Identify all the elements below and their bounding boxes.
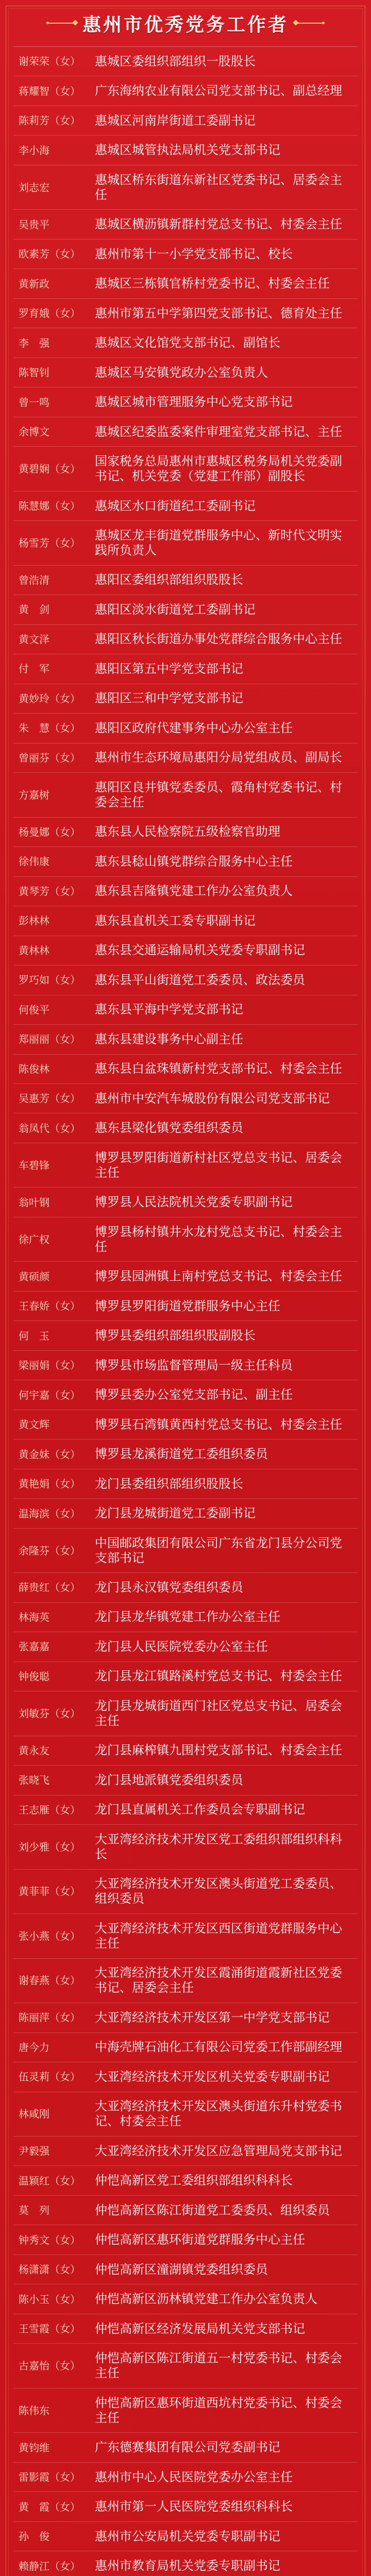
honoree-name: 黄 剑 xyxy=(19,603,49,616)
list-item xyxy=(13,269,358,298)
honoree-name: 刘志宏 xyxy=(19,181,49,194)
list-item xyxy=(13,2092,358,2137)
honoree-name: 黄碧娴（女） xyxy=(19,463,80,476)
list-item xyxy=(13,521,358,565)
list-item xyxy=(13,2255,358,2284)
honoree-name: 杨雪芳（女） xyxy=(19,537,80,549)
honoree-position: 博罗县人民法院机关党委专职副书记 xyxy=(95,1195,293,1210)
honoree-position: 惠州市教育局机关党委专职副书记 xyxy=(95,2558,280,2573)
list-item xyxy=(13,135,358,165)
list-item xyxy=(13,2196,358,2225)
honoree-name: 陈小玉（女） xyxy=(19,2293,80,2306)
honoree-position: 惠城区城市管理服务中心党支部书记 xyxy=(95,395,293,410)
honoree-name: 赖静江（女） xyxy=(19,2560,80,2572)
honoree-name: 吴惠芳（女） xyxy=(19,1092,80,1105)
honoree-name: 罗巧如（女） xyxy=(19,974,80,987)
list-item xyxy=(13,1632,358,1662)
poster-header xyxy=(13,0,358,46)
list-item xyxy=(13,965,358,995)
honoree-name: 吴贵平 xyxy=(19,218,49,231)
list-item xyxy=(13,2003,358,2032)
honoree-position: 仲恺高新区党工委组织部组织科科长 xyxy=(95,2173,293,2188)
list-item xyxy=(13,1351,358,1380)
list-item xyxy=(13,447,358,491)
list-item xyxy=(13,1959,358,2003)
list-item xyxy=(13,2314,358,2344)
honoree-name: 杨曼娜（女） xyxy=(19,825,80,838)
honoree-position: 惠阳区政府代建事务中心办公室主任 xyxy=(95,720,293,735)
list-item xyxy=(13,2284,358,2314)
honoree-name: 王雪霞（女） xyxy=(19,2323,80,2335)
list-item xyxy=(13,1262,358,1291)
honoree-name: 陈伟东 xyxy=(19,2404,49,2417)
honoree-name: 谢荣荣（女） xyxy=(19,55,80,68)
list-item xyxy=(13,906,358,936)
honoree-name: 车碧锋 xyxy=(19,1159,49,1172)
honoree-position: 大亚湾经济技术开发区党工委组织部组织科科长 xyxy=(95,1832,342,1861)
list-item xyxy=(13,210,358,239)
honoree-position: 惠州市生态环境局惠阳分局党组成员、副局长 xyxy=(95,750,342,765)
list-item xyxy=(13,1113,358,1143)
honoree-position: 龙门县龙华镇党建工作办公室主任 xyxy=(95,1609,280,1624)
honoree-position: 大亚湾经济技术开发区霞涌街道霞新社区党委书记、居委会主任 xyxy=(95,1965,342,1995)
honoree-position: 惠东县白盆珠镇新村党支部书记、村委会主任 xyxy=(95,1061,342,1076)
honoree-name: 古嘉怡（女） xyxy=(19,2360,80,2372)
honoree-position: 惠东县梁化镇党委组织委员 xyxy=(95,1121,243,1136)
honoree-position: 龙门县麻榨镇九围村党支部书记、村委会主任 xyxy=(95,1743,342,1758)
list-item xyxy=(13,1217,358,1262)
honoree-position: 惠东县人民检察院五级检察官助理 xyxy=(95,824,280,839)
honoree-position: 惠阳区第五中学党支部书记 xyxy=(95,661,243,676)
list-item xyxy=(13,1380,358,1410)
honoree-position: 惠东县平山街道党工委委员、政法委员 xyxy=(95,972,305,987)
honoree-name: 黄钧维 xyxy=(19,2441,49,2454)
honoree-position: 仲恺高新区陈江街道五一村党委书记、村委会主任 xyxy=(95,2351,342,2381)
honoree-position: 国家税务总局惠州市惠城区税务局机关党委副书记、机关党委（党建工作部）副股长 xyxy=(95,454,342,484)
list-item xyxy=(13,1573,358,1602)
honoree-name: 林海英 xyxy=(19,1611,49,1623)
honoree-position: 惠城区河南岸街道工委副书记 xyxy=(95,113,256,128)
honoree-position: 博罗县园洲镇上南村党总支书记、村委会主任 xyxy=(95,1269,342,1284)
list-item xyxy=(13,743,358,773)
honoree-name: 陈莉芳（女） xyxy=(19,114,80,127)
honoree-position: 惠阳区淡水街道党工委副书记 xyxy=(95,602,256,617)
honoree-position: 博罗县龙溪街道党工委组织委员 xyxy=(95,1447,268,1462)
honoree-name: 黄琴芳（女） xyxy=(19,885,80,897)
list-item xyxy=(13,358,358,387)
honoree-name: 余隆芬（女） xyxy=(19,1544,80,1557)
list-item xyxy=(13,2225,358,2255)
honoree-position: 大亚湾经济技术开发区澳头街道东升村党委书记、村委会主任 xyxy=(95,2099,342,2129)
list-item xyxy=(13,1603,358,1632)
honoree-name: 付 军 xyxy=(19,663,49,675)
list-item xyxy=(13,1292,358,1321)
list-item xyxy=(13,417,358,447)
honoree-position: 惠阳区秋长街道办事处党群综合服务中心主任 xyxy=(95,632,342,647)
honoree-name: 蒋耀智（女） xyxy=(19,84,80,97)
honoree-name: 徐广权 xyxy=(19,1233,49,1246)
list-item xyxy=(13,1084,358,1113)
list-item xyxy=(13,1321,358,1350)
honoree-name: 郑丽丽（女） xyxy=(19,1033,80,1046)
honoree-name: 陈智钊 xyxy=(19,366,49,379)
honoree-name: 方嘉树 xyxy=(19,788,49,801)
honoree-position: 广东海纳农业有限公司党支部书记、副总经理 xyxy=(95,83,342,98)
honoree-name: 朱 慧（女） xyxy=(19,722,80,735)
honoree-name: 刘少雅（女） xyxy=(19,1840,80,1853)
honoree-position: 仲恺高新区潼湖镇党委组织委员 xyxy=(95,2262,268,2277)
honoree-position: 惠东县交通运输局机关党委专职副书记 xyxy=(95,943,305,958)
honoree-name: 黄金妹（女） xyxy=(19,1448,80,1461)
list-item xyxy=(13,1469,358,1499)
list-item xyxy=(13,492,358,521)
right-ornament-icon xyxy=(296,23,324,24)
honoree-position: 博罗县委组织部组织股副股长 xyxy=(95,1328,256,1343)
honoree-position: 惠阳区委组织部组织股股长 xyxy=(95,572,243,587)
list-item xyxy=(13,847,358,876)
honoree-position: 惠城区三栋镇官桥村党委书记、村委会主任 xyxy=(95,276,330,291)
honoree-position: 龙门县龙城街道西门社区党总支书记、居委会主任 xyxy=(95,1698,342,1728)
honoree-name: 刘敏芬（女） xyxy=(19,1707,80,1720)
honoree-name: 张小燕（女） xyxy=(19,1929,80,1942)
honoree-name: 黄林林 xyxy=(19,944,49,957)
honoree-name: 何 玉 xyxy=(19,1329,49,1342)
honoree-position: 惠州市中安汽车城股份有限公司党支部书记 xyxy=(95,1091,330,1106)
honoree-position: 大亚湾经济技术开发区西区街道党群服务中心主任 xyxy=(95,1921,342,1951)
honoree-name: 陈丽萍（女） xyxy=(19,2011,80,2024)
list-item xyxy=(13,2433,358,2462)
list-item xyxy=(13,1025,358,1054)
honoree-name: 徐伟康 xyxy=(19,855,49,868)
honoree-position: 惠城区纪委监委案件审理室党支部书记、主任 xyxy=(95,424,342,439)
honoree-name: 温颖红（女） xyxy=(19,2174,80,2187)
left-ornament-icon xyxy=(47,23,75,24)
honoree-position: 惠阳区良井镇党委委员、霞角村党委书记、村委会主任 xyxy=(95,779,342,809)
honoree-position: 惠州市中心人民医院党委办公室主任 xyxy=(95,2469,293,2484)
list-item xyxy=(13,1529,358,1573)
honoree-position: 惠东县直机关工委专职副书记 xyxy=(95,913,256,928)
honoree-position: 惠城区龙丰街道党群服务中心、新时代文明实践所负责人 xyxy=(95,528,342,557)
honoree-position: 仲恺高新区惠环街道党群服务中心主任 xyxy=(95,2232,305,2247)
list-item xyxy=(13,684,358,714)
list-item xyxy=(13,995,358,1025)
honoree-position: 惠东县平海中学党支部书记 xyxy=(95,1002,243,1017)
honoree-name: 张晓飞 xyxy=(19,1774,49,1787)
list-item xyxy=(13,165,358,210)
honoree-name: 钟秀文（女） xyxy=(19,2233,80,2246)
honoree-position: 惠城区桥东街道东新社区党委书记、居委会主任 xyxy=(95,172,342,202)
honoree-position: 广东德赛集团有限公司党委副书记 xyxy=(95,2440,280,2455)
list-item xyxy=(13,1188,358,1217)
list-item xyxy=(13,76,358,106)
honoree-position: 博罗县杨村镇井水龙村党总支书记、村委会主任 xyxy=(95,1224,342,1254)
honoree-name: 张嘉嘉 xyxy=(19,1640,49,1653)
honoree-position: 龙门县龙江镇路溪村党总支书记、村委会主任 xyxy=(95,1669,342,1684)
page-title: 惠州市优秀党务工作者 xyxy=(82,14,289,36)
honoree-name: 黄艳娟（女） xyxy=(19,1478,80,1490)
list-item xyxy=(13,2522,358,2551)
list-item xyxy=(13,1143,358,1188)
honoree-position: 惠东县吉隆镇党建工作办公室负责人 xyxy=(95,884,293,899)
honoree-position: 博罗县石湾镇黄西村党总支书记、村委会主任 xyxy=(95,1417,342,1432)
honoree-position: 仲恺高新区沥林镇党建工作办公室负责人 xyxy=(95,2292,317,2307)
honoree-name: 唐今力 xyxy=(19,2041,49,2054)
honoree-name: 曾丽芬（女） xyxy=(19,751,80,764)
honoree-position: 惠州市公安局机关党委专职副书记 xyxy=(95,2529,280,2544)
honoree-position: 惠城区横沥镇新群村党总支书记、村委会主任 xyxy=(95,217,342,232)
list-item xyxy=(13,1766,358,1795)
list-item xyxy=(13,2166,358,2195)
honoree-position: 仲恺高新区陈江街道党工委委员、组织委员 xyxy=(95,2202,330,2217)
honoree-name: 陈慧娜（女） xyxy=(19,500,80,513)
honoree-position: 龙门县人民医院党委办公室主任 xyxy=(95,1639,268,1654)
list-item xyxy=(13,1662,358,1691)
honoree-position: 龙门县龙城街道党工委副书记 xyxy=(95,1506,256,1521)
honoree-position: 大亚湾经济技术开发区澳头街道党工委委员、组织委员 xyxy=(95,1876,342,1906)
list-item xyxy=(13,1736,358,1766)
list-item xyxy=(13,877,358,906)
list-item xyxy=(13,1870,358,1914)
honoree-position: 仲恺高新区经济发展局机关党支部书记 xyxy=(95,2321,305,2336)
honoree-name: 彭林林 xyxy=(19,914,49,927)
honoree-position: 中国邮政集团有限公司广东省龙门县分公司党支部书记 xyxy=(95,1535,342,1565)
honoree-name: 陈俊林 xyxy=(19,1062,49,1075)
honoree-name: 黄妙玲（女） xyxy=(19,692,80,705)
honoree-name: 谢春燕（女） xyxy=(19,1974,80,1987)
honoree-name: 黄文辉 xyxy=(19,1418,49,1431)
honoree-name: 罗育娥（女） xyxy=(19,307,80,320)
honoree-name: 杨潇潇（女） xyxy=(19,2263,80,2276)
list-item xyxy=(13,2388,358,2433)
honoree-position: 博罗县罗阳街道党群服务中心主任 xyxy=(95,1298,280,1313)
honoree-position: 惠城区水口街道纪工委副书记 xyxy=(95,498,256,513)
honoree-name: 翁叶钢 xyxy=(19,1196,49,1209)
honoree-position: 中海壳牌石油化工有限公司党委工作部副经理 xyxy=(95,2040,342,2055)
honoree-position: 惠州市第一人民医院党委组织科科长 xyxy=(95,2499,293,2514)
list-item xyxy=(13,2062,358,2092)
list-item xyxy=(13,1410,358,1439)
list-item xyxy=(13,2551,358,2576)
honoree-position: 龙门县地派镇党委组织委员 xyxy=(95,1772,243,1787)
honoree-list xyxy=(13,46,358,2576)
list-item xyxy=(13,2463,358,2492)
list-item xyxy=(13,1691,358,1736)
honoree-name: 温海滨（女） xyxy=(19,1507,80,1520)
honoree-name: 林咸刚 xyxy=(19,2108,49,2121)
honoree-name: 莫 列 xyxy=(19,2204,49,2217)
honoree-name: 黄新政 xyxy=(19,277,49,290)
honoree-name: 孙 俊 xyxy=(19,2530,49,2543)
honoree-name: 翁凤代（女） xyxy=(19,1122,80,1134)
honoree-position: 大亚湾经济技术开发区机关党委专职副书记 xyxy=(95,2069,330,2084)
honoree-name: 黄菲菲（女） xyxy=(19,1885,80,1898)
honoree-position: 博罗县委办公室党支部书记、副主任 xyxy=(95,1387,293,1402)
honoree-position: 博罗县市场监督管理局一级主任科员 xyxy=(95,1358,293,1372)
honoree-position: 惠城区马安镇党政办公室负责人 xyxy=(95,365,268,380)
honoree-position: 大亚湾经济技术开发区应急管理局党支部书记 xyxy=(95,2143,342,2158)
honoree-name: 钟俊聪 xyxy=(19,1670,49,1683)
list-item xyxy=(13,299,358,328)
list-item xyxy=(13,1499,358,1528)
honoree-name: 伍灵莉（女） xyxy=(19,2071,80,2083)
list-item xyxy=(13,2033,358,2062)
honoree-name: 李 强 xyxy=(19,336,49,349)
list-item xyxy=(13,595,358,624)
list-item xyxy=(13,387,358,417)
honoree-name: 薛贵红（女） xyxy=(19,1581,80,1594)
list-item xyxy=(13,106,358,135)
honoree-name: 曾一鸣 xyxy=(19,396,49,409)
list-item xyxy=(13,328,358,358)
honoree-position: 大亚湾经济技术开发区第一中学党支部书记 xyxy=(95,2010,330,2025)
honoree-name: 黄文泽 xyxy=(19,633,49,646)
honoree-position: 仲恺高新区惠环街道西坑村党委书记、村委会主任 xyxy=(95,2395,342,2425)
honoree-position: 惠东县稔山镇党群综合服务中心主任 xyxy=(95,854,293,869)
list-item xyxy=(13,714,358,743)
honoree-position: 惠州市第十一小学党支部书记、校长 xyxy=(95,246,293,261)
list-item xyxy=(13,47,358,76)
honoree-name: 欧素芳（女） xyxy=(19,248,80,261)
honoree-position: 惠阳区三和中学党支部书记 xyxy=(95,691,243,706)
list-item xyxy=(13,625,358,654)
list-item xyxy=(13,936,358,965)
list-item xyxy=(13,2137,358,2166)
honoree-position: 惠城区城管执法局机关党支部书记 xyxy=(95,143,280,158)
honoree-position: 惠东县建设事务中心副主任 xyxy=(95,1031,243,1046)
list-item xyxy=(13,1825,358,1869)
list-item xyxy=(13,1795,358,1825)
list-item xyxy=(13,1914,358,1958)
honoree-name: 黄硕颜 xyxy=(19,1270,49,1283)
honoree-name: 雷影霞（女） xyxy=(19,2471,80,2484)
honoree-position: 龙门县永汉镇党委组织委员 xyxy=(95,1580,243,1595)
honoree-position: 惠城区文化馆党支部书记、副馆长 xyxy=(95,335,280,350)
list-item xyxy=(13,654,358,684)
honoree-name: 尹毅强 xyxy=(19,2145,49,2158)
honoree-name: 黄永友 xyxy=(19,1744,49,1757)
honoree-position: 龙门县委组织部组织股股长 xyxy=(95,1476,243,1491)
list-item xyxy=(13,566,358,595)
honoree-name: 曾浩清 xyxy=(19,573,49,586)
honoree-position: 龙门县直属机关工作委员会专职副书记 xyxy=(95,1802,305,1817)
honoree-name: 王志雁（女） xyxy=(19,1803,80,1816)
honoree-name: 王春娇（女） xyxy=(19,1300,80,1313)
honoree-name: 何宇嘉（女） xyxy=(19,1388,80,1401)
list-item xyxy=(13,1439,358,1469)
honoree-name: 黄 霞（女） xyxy=(19,2500,80,2513)
honoree-name: 梁丽娟（女） xyxy=(19,1359,80,1372)
list-item xyxy=(13,818,358,847)
honoree-position: 惠城区委组织部组织一股股长 xyxy=(95,54,256,69)
honoree-position: 惠州市第五中学第四党支部书记、德育处主任 xyxy=(95,306,342,320)
list-item xyxy=(13,1055,358,1084)
list-item xyxy=(13,773,358,817)
list-item xyxy=(13,2344,358,2388)
list-item xyxy=(13,2492,358,2521)
list-item xyxy=(13,240,358,269)
honoree-name: 何俊平 xyxy=(19,1003,49,1016)
honoree-name: 余博文 xyxy=(19,426,49,438)
honoree-name: 李小海 xyxy=(19,144,49,157)
honoree-position: 博罗县罗阳街道新村社区党总支书记、居委会主任 xyxy=(95,1150,342,1180)
